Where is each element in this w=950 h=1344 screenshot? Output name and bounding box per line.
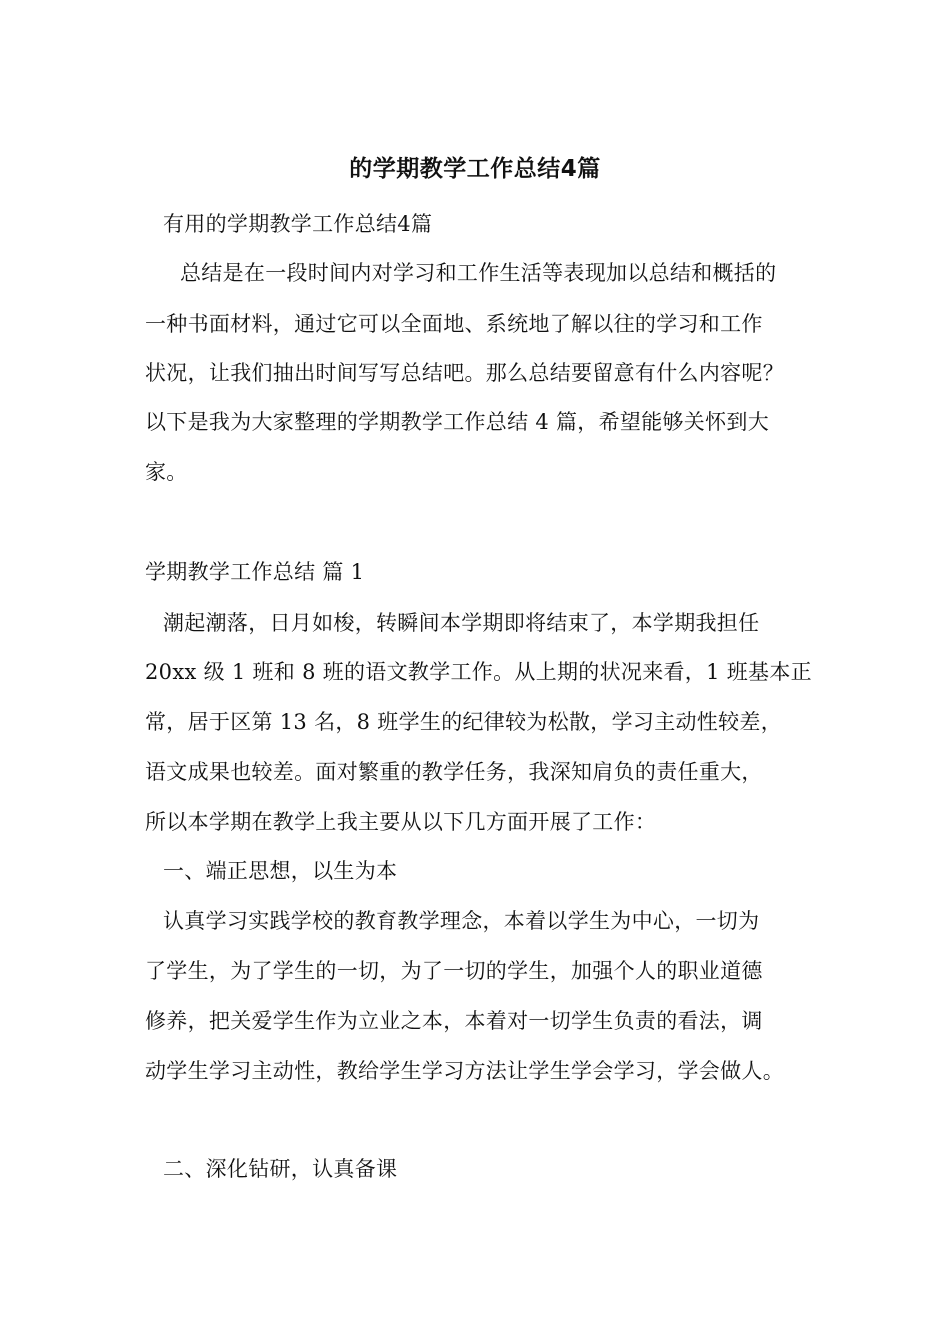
intro-line-4: 以下是我为大家整理的学期教学工作总结 4 篇，希望能够关怀到大 bbox=[145, 410, 770, 434]
section-line-3: 常，居于区第 13 名，8 班学生的纪律较为松散，学习主动性较差， bbox=[145, 710, 783, 734]
intro-line-5: 家。 bbox=[145, 460, 188, 484]
intro-line-2: 一种书面材料，通过它可以全面地、系统地了解以往的学习和工作 bbox=[145, 312, 763, 336]
document-title: 的学期教学工作总结4篇 bbox=[349, 156, 601, 182]
section-line-4: 语文成果也较差。面对繁重的教学任务，我深知肩负的责任重大， bbox=[145, 760, 763, 784]
section-line-5: 所以本学期在教学上我主要从以下几方面开展了工作： bbox=[145, 810, 657, 834]
point-one-line-1: 认真学习实践学校的教育教学理念，本着以学生为中心，一切为 bbox=[163, 909, 760, 933]
point-two-heading: 二、深化钻研，认真备课 bbox=[163, 1157, 398, 1181]
section-heading: 学期教学工作总结 篇 1 bbox=[145, 560, 365, 584]
point-one-line-4: 动学生学习主动性，教给学生学习方法让学生学会学习，学会做人。 bbox=[145, 1059, 784, 1083]
intro-line-3: 状况，让我们抽出时间写写总结吧。那么总结要留意有什么内容呢？ bbox=[145, 361, 784, 385]
document-subtitle: 有用的学期教学工作总结4篇 bbox=[163, 212, 433, 236]
point-one-heading: 一、端正思想，以生为本 bbox=[163, 859, 398, 883]
section-line-2: 20xx 级 1 班和 8 班的语文教学工作。从上期的状况来看，1 班基本正 bbox=[145, 660, 812, 684]
section-line-1: 潮起潮落，日月如梭，转瞬间本学期即将结束了，本学期我担任 bbox=[163, 611, 760, 635]
intro-line-1: 总结是在一段时间内对学习和工作生活等表现加以总结和概括的 bbox=[180, 261, 777, 285]
point-one-line-2: 了学生，为了学生的一切，为了一切的学生，加强个人的职业道德 bbox=[145, 959, 763, 983]
point-one-line-3: 修养，把关爱学生作为立业之本，本着对一切学生负责的看法，调 bbox=[145, 1009, 763, 1033]
